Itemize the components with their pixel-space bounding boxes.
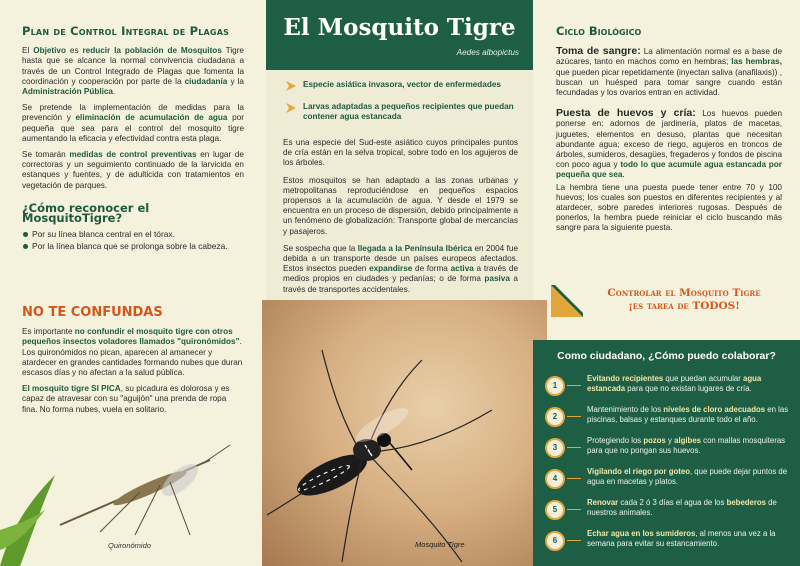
plan-paragraph-1: El Objetivo es reducir la población de Mosquitos Tigre hasta que se alcance la normal convivencia ciudadana a través de un Control Integrado de Plagas que fomenta la coordinación y cooperación por parte de la ciudadanía y la Administración Pública. — [22, 46, 244, 97]
middle-paragraph-2: Estos mosquitos se han adaptado a las zonas urbanas y metropolitanas reproduciéndose en pequeños espacios propensos a la acumulación de agua. Y desde el 1979 se encuentra en un proceso de dispersión, debido principalmente a un fenómeno de globalización: Transporte global de mercancías y pasajeros. — [283, 175, 518, 236]
intake-paragraph: Toma de sangre: La alimentación normal es a base de azúcares, tanto en machos como en hembras; las hembras, que pueden picar repetidamente (inyectan saliva (anafilaxis)) , buscan un huésped para tomar sangre cuando están fecundadas y los ovarios entran en actividad. — [556, 45, 782, 98]
mosquito-icon — [262, 300, 547, 566]
plan-title: Plan de Control Integral de Plagas — [22, 24, 230, 38]
control-slogan — [586, 287, 782, 313]
confuse-title: NO TE CONFUNDAS — [22, 305, 163, 320]
page-subtitle: Aedes albopictus — [456, 48, 519, 57]
leaf-icon — [0, 470, 60, 566]
help-step: 5 Renovar cada 2 ó 3 días el agua de los bebederos de nuestros animales. — [545, 498, 790, 529]
recognize-list — [22, 229, 244, 251]
control-line-1: Controlar el Mosquito Tigre — [607, 287, 761, 299]
middle-paragraph-1: Es una especie del Sud-este asiático cuyos principales puntos de cría están en la selva tropical, sobre todo en los agujeros de los árboles. — [283, 138, 518, 168]
help-steps — [545, 374, 790, 560]
recognize-item: Por la línea blanca que se prolonga sobre la cabeza. — [32, 241, 244, 251]
feature-item: Especie asiática invasora, vector de enfermedades — [283, 80, 518, 90]
arrow-bullet-icon — [285, 80, 297, 92]
laying-paragraph: Puesta de huevos y cría: Los huevos pueden ponerse en: adornos de jardinería, platos de macetas, juguetes, elementos en desuso, plantas que necesitan abundante agua; exceso de riego, agujeros en troncos de árboles, sumideros, desagües, fregaderos y fondos de piscina con poco agua y todo lo que acumule agua estancada por pequeña que sea. — [556, 107, 783, 180]
left-column — [22, 26, 244, 254]
feature-item: Larvas adaptadas a pequeños recipientes que puedan contener agua estancada — [283, 102, 518, 122]
recognize-item: Por su línea blanca central en el tórax. — [32, 229, 244, 239]
recognize-title: ¿Cómo reconocer el MosquitoTigre? — [22, 200, 150, 226]
help-step: 2 Mantenimiento de los niveles de cloro adecuados en las piscinas, balsas y estanques durante todo el año. — [545, 405, 790, 436]
title-banner — [266, 0, 533, 70]
plan-paragraph-2: Se pretende la implementación de medidas para la prevención y eliminación de acumulación de agua por pequeña que sea para el control del mosquito tigre aumentando la eficacia y efectividad contra esta plaga. — [22, 103, 245, 143]
confuse-paragraph-1: Es importante no confundir el mosquito tigre con otros pequeños insectos voladores llamados "quironómidos". Los quironómidos no pican, aparecen al amanecer y atardecer en grandes cantidades formando nubes que duran escasos días y no afectan a la salud pública. — [22, 327, 243, 378]
middle-paragraph-3: Se sospecha que la llegada a la Península Ibérica en 2004 fue debida a un transporte desde un países europeos afectados. Estos insectos pueden expandirse de forma activa a través de medios propios en ciudades y pedanías; o de forma pasiva a través de transportes accidentales. — [283, 243, 518, 294]
arrow-bullet-icon — [285, 102, 297, 114]
confuse-paragraph-2: El mosquito tigre SI PICA, su picadura es dolorosa y es capaz de atravesar con su "aguijón" una prenda de ropa fina. No forma nubes, vuela en solitario. — [22, 384, 230, 414]
right-column — [556, 26, 782, 244]
control-line-2: ¡es tarea de TODOS! — [628, 300, 740, 312]
photo-caption: Mosquito Tigre — [415, 540, 465, 549]
laying-paragraph-2: La hembra tiene una puesta puede tener entre 70 y 100 huevos; los cuales son puestos en diferentes recipientes y al atardecer, sobre paredes interiores rugosas. Después de ponerlos, la hembra puede reiniciar el ciclo buscando más sangre para la siguiente puesta. — [556, 182, 782, 233]
help-step: 4 Vigilando el riego por goteo, que puede dejar puntos de agua en macetas y platos. — [545, 467, 790, 498]
help-step: 1 Evitando recipientes que puedan acumular agua estancada para que no existan lugares de cría. — [545, 374, 790, 405]
help-step: 3 Protegiendo los pozos y algibes con mallas mosquiteras para que no pongan sus huevos. — [545, 436, 790, 467]
help-title: Como ciudadano, ¿Cómo puedo colaborar? — [557, 350, 776, 362]
page-title: El Mosquito Tigre — [283, 14, 516, 41]
cycle-title: Ciclo Biológico — [556, 24, 642, 38]
quironomido-caption: Quironómido — [108, 541, 151, 550]
help-step: 6 Echar agua en los sumideros, al menos una vez a la semana para evitar su estancamiento. — [545, 529, 790, 560]
quironomido-icon — [40, 440, 240, 540]
logo-icon — [551, 285, 583, 317]
mosquito-photo — [262, 300, 547, 566]
confuse-section — [22, 305, 244, 421]
plan-paragraph-3: Se tomarán medidas de control preventivas en lugar de correctoras y un seguimiento continuado de la larvicida en estanques y fuentes, y de adulticida con tratamientos en vegetación de parques. — [22, 150, 244, 190]
middle-column — [283, 80, 518, 302]
